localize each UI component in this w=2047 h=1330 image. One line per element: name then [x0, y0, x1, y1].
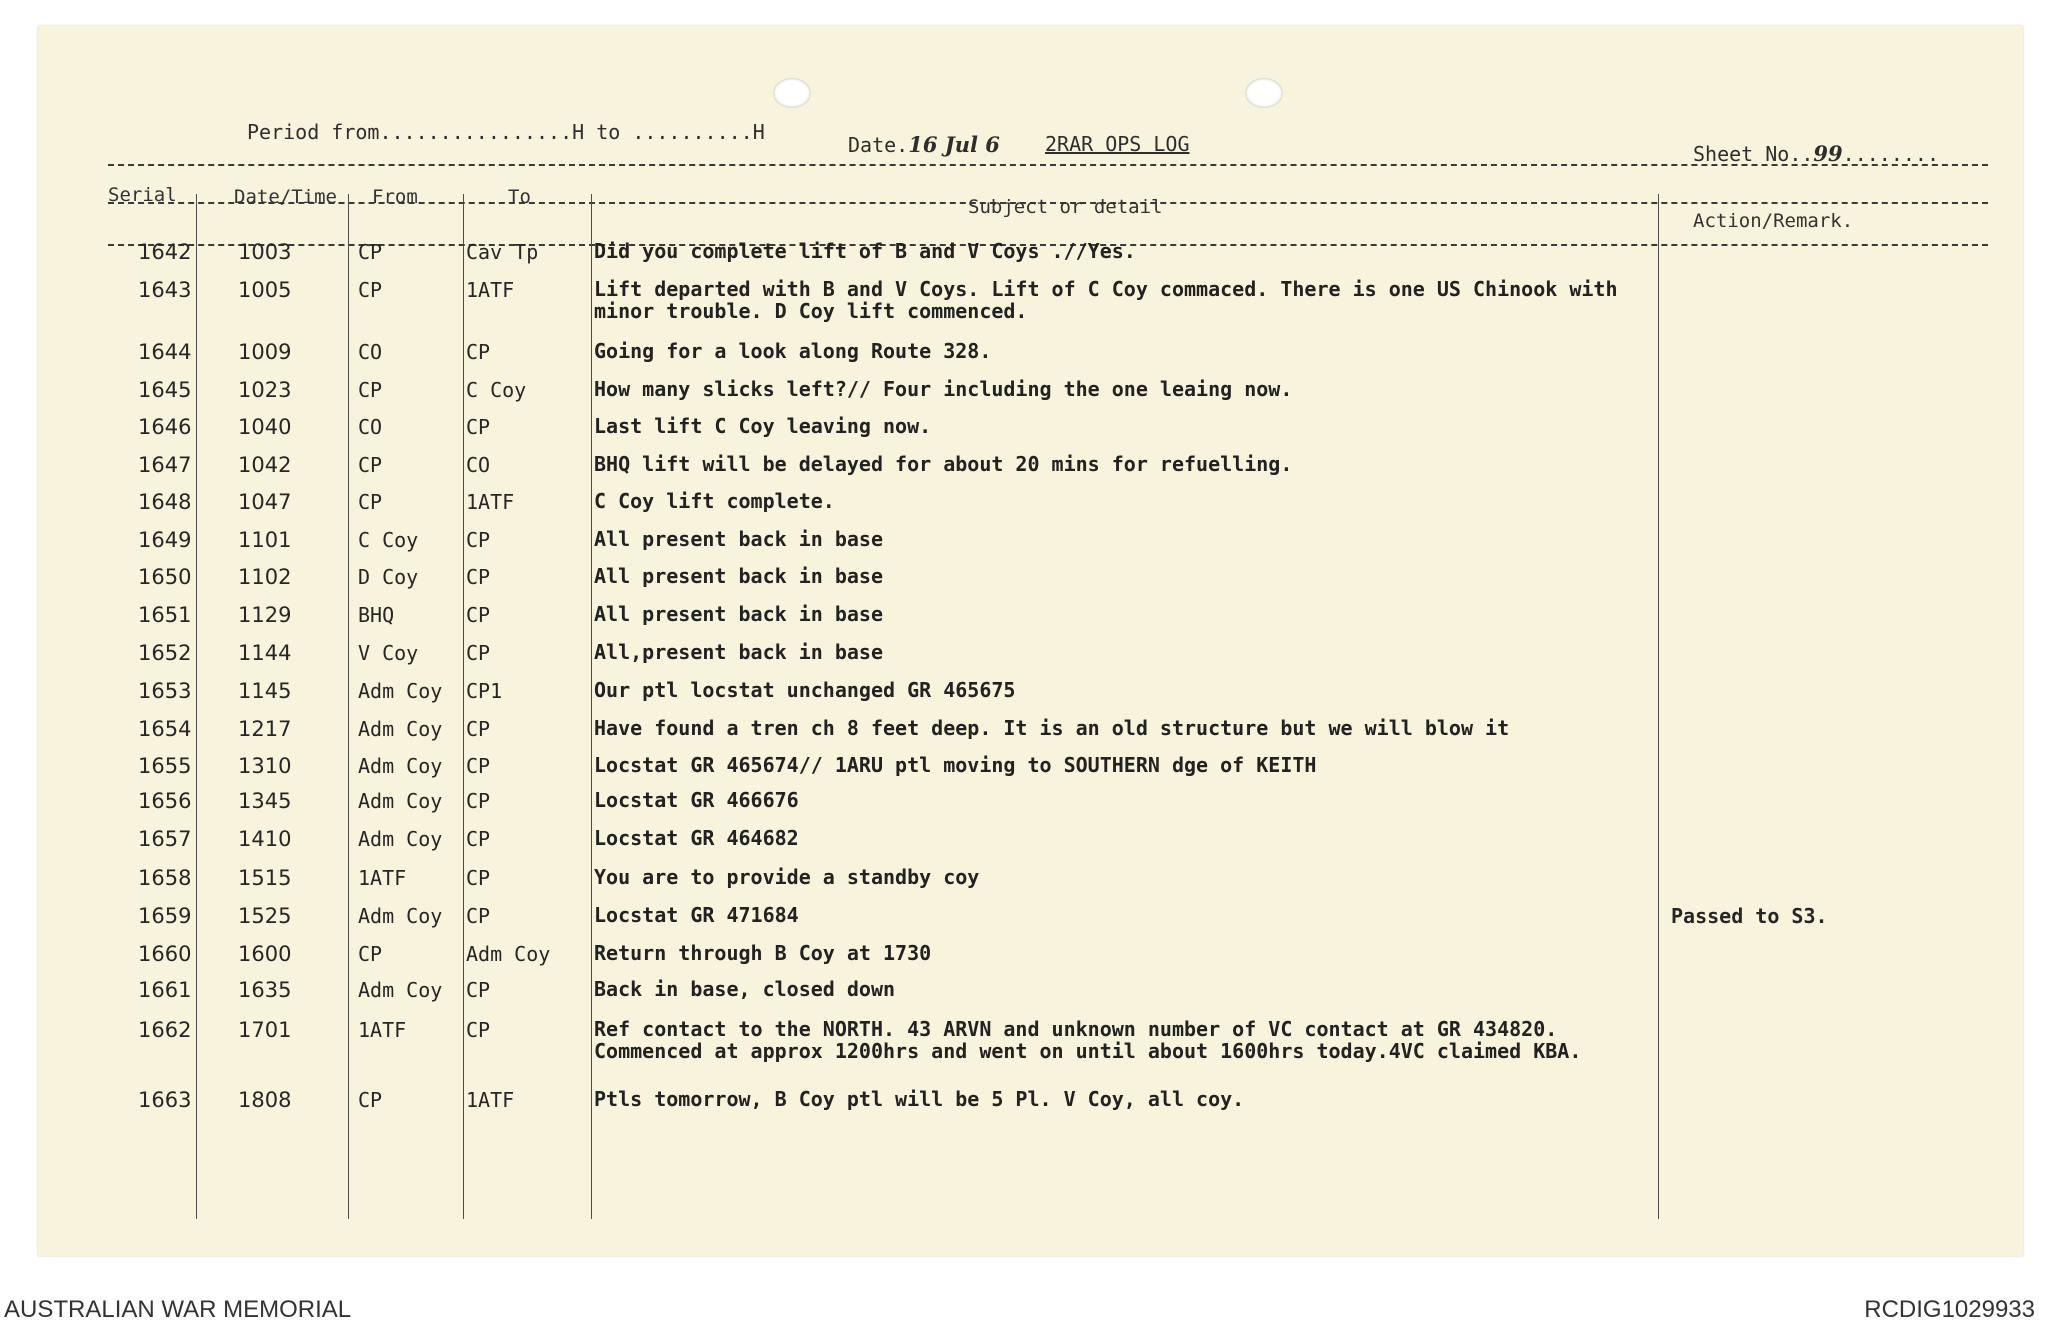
entry-detail-line: All present back in base	[594, 527, 883, 551]
entry-to: Cav Tp	[466, 240, 539, 264]
entry-detail	[594, 1088, 1244, 1110]
log-title: 2RAR OPS LOG	[1045, 132, 1190, 156]
entry-time: 1129	[238, 603, 292, 627]
entry-detail-line: All present back in base	[594, 602, 883, 626]
entry-to: CP	[466, 415, 491, 439]
entry-remark: Passed to S3.	[1671, 904, 1828, 928]
entry-detail	[594, 490, 835, 512]
entry-to: Adm Coy	[466, 942, 551, 966]
entry-from: BHQ	[358, 603, 395, 627]
entry-to: CP	[466, 565, 491, 589]
entry-detail	[594, 603, 883, 625]
entry-serial: 1645	[138, 378, 192, 402]
entry-detail-line: All present back in base	[594, 564, 883, 588]
entry-from: CP	[358, 1088, 383, 1112]
col-action: Action/Remark.	[1693, 210, 1854, 232]
entry-detail-line: Commenced at approx 1200hrs and went on until about 1600hrs today.4VC claimed KBA.	[594, 1039, 1582, 1063]
entry-to: CP	[466, 717, 491, 741]
entry-time: 1145	[238, 679, 292, 703]
entry-detail	[594, 340, 991, 362]
entry-detail-line: Locstat GR 466676	[594, 788, 799, 812]
col-datetime: Date/Time	[234, 186, 337, 208]
entry-detail-line: All,present back in base	[594, 640, 883, 664]
entry-serial: 1643	[138, 278, 192, 302]
entry-serial: 1663	[138, 1088, 192, 1112]
entry-time: 1600	[238, 942, 292, 966]
entry-time: 1515	[238, 866, 292, 890]
col-serial: Serial	[108, 184, 177, 206]
entry-detail-line: Return through B Coy at 1730	[594, 941, 932, 965]
entry-to: CP	[466, 754, 491, 778]
entry-detail-line: You are to provide a standby coy	[594, 865, 980, 889]
entry-detail-line: Going for a look along Route 328.	[594, 339, 992, 363]
entry-serial: 1655	[138, 754, 192, 778]
entry-to: CP	[466, 603, 491, 627]
entry-detail	[594, 641, 883, 663]
entry-detail-line: Lift departed with B and V Coys. Lift of C Coy commaced. There is one US Chinook with	[594, 277, 1618, 301]
date-label: Date.	[848, 133, 909, 157]
entry-detail	[594, 942, 931, 964]
entry-serial: 1657	[138, 827, 192, 851]
entry-to: 1ATF	[466, 1088, 515, 1112]
entry-detail-line: BHQ lift will be delayed for about 20 mins for refuelling.	[594, 452, 1293, 476]
entry-from: D Coy	[358, 565, 419, 589]
col-to: To	[508, 186, 531, 208]
entry-to: CP	[466, 1018, 491, 1042]
column-divider	[463, 194, 464, 1219]
entry-detail-line: Back in base, closed down	[594, 977, 896, 1001]
entry-detail	[594, 978, 895, 1000]
entry-from: CP	[358, 453, 383, 477]
entry-time: 1101	[238, 528, 292, 552]
entry-to: CP	[466, 978, 491, 1002]
entry-detail	[594, 528, 883, 550]
entry-time: 1410	[238, 827, 292, 851]
entry-detail	[594, 240, 1136, 262]
entry-time: 1525	[238, 904, 292, 928]
entry-time: 1047	[238, 490, 292, 514]
entry-detail	[594, 789, 799, 811]
entry-time: 1005	[238, 278, 292, 302]
entry-detail-line: Did you complete lift of B and V Coys .//Yes.	[594, 239, 1136, 263]
entry-from: CO	[358, 340, 383, 364]
entry-serial: 1644	[138, 340, 192, 364]
entry-serial: 1652	[138, 641, 192, 665]
entry-serial: 1648	[138, 490, 192, 514]
date-field	[848, 132, 1000, 157]
entry-to: 1ATF	[466, 278, 515, 302]
entry-time: 1040	[238, 415, 292, 439]
entry-detail-line: minor trouble. D Coy lift commenced.	[594, 299, 1028, 323]
entry-time: 1102	[238, 565, 292, 589]
entry-to: CP	[466, 528, 491, 552]
archive-credit: AUSTRALIAN WAR MEMORIAL	[4, 1296, 352, 1323]
punch-hole	[773, 78, 811, 108]
entry-serial: 1646	[138, 415, 192, 439]
entry-from: C Coy	[358, 528, 419, 552]
record-id: RCDIG1029933	[1864, 1296, 2035, 1323]
entry-to: CP	[466, 904, 491, 928]
entry-to: 1ATF	[466, 490, 515, 514]
entry-detail	[594, 378, 1292, 400]
entry-time: 1635	[238, 978, 292, 1002]
entry-detail-line: Our ptl locstat unchanged GR 465675	[594, 678, 1016, 702]
entry-time: 1042	[238, 453, 292, 477]
entry-to: CP	[466, 789, 491, 813]
column-divider	[196, 194, 197, 1219]
date-value: 16 Jul 6	[908, 132, 1000, 157]
entry-to: CP	[466, 641, 491, 665]
entry-detail	[594, 278, 1618, 322]
entry-serial: 1642	[138, 240, 192, 264]
entry-detail	[594, 866, 979, 888]
entry-time: 1701	[238, 1018, 292, 1042]
entry-time: 1808	[238, 1088, 292, 1112]
entry-detail-line: Locstat GR 465674// 1ARU ptl moving to SOUTHERN dge of KEITH	[594, 753, 1317, 777]
entry-to: CP	[466, 866, 491, 890]
entry-serial: 1649	[138, 528, 192, 552]
entry-detail	[594, 754, 1316, 776]
entry-detail	[594, 827, 799, 849]
entry-from: V Coy	[358, 641, 419, 665]
entry-detail-line: Locstat GR 471684	[594, 903, 799, 927]
header-rule-top	[108, 164, 1988, 166]
col-subject: Subject or detail	[968, 196, 1163, 218]
period-line: Period from................H to ..........H	[247, 120, 765, 144]
sheet-value: 99	[1813, 141, 1843, 166]
entry-detail	[594, 904, 799, 926]
entry-from: Adm Coy	[358, 679, 443, 703]
entry-from: 1ATF	[358, 1018, 407, 1042]
entry-detail	[594, 565, 883, 587]
entry-from: CP	[358, 942, 383, 966]
entry-from: Adm Coy	[358, 717, 443, 741]
entry-from: CP	[358, 490, 383, 514]
entry-from: CP	[358, 278, 383, 302]
sheet-dots: ........	[1842, 142, 1939, 166]
entry-serial: 1650	[138, 565, 192, 589]
sheet-label: Sheet No..	[1693, 142, 1814, 166]
column-divider	[348, 194, 349, 1219]
entry-time: 1217	[238, 717, 292, 741]
entry-time: 1310	[238, 754, 292, 778]
entry-to: CO	[466, 453, 491, 477]
entry-serial: 1654	[138, 717, 192, 741]
entry-to: CP	[466, 827, 491, 851]
entry-serial: 1653	[138, 679, 192, 703]
entry-detail-line: Locstat GR 464682	[594, 826, 799, 850]
entry-serial: 1656	[138, 789, 192, 813]
entry-from: Adm Coy	[358, 827, 443, 851]
entry-to: CP	[466, 340, 491, 364]
entry-detail	[594, 1018, 1581, 1062]
entry-time: 1345	[238, 789, 292, 813]
entry-from: CP	[358, 378, 383, 402]
entry-from: CP	[358, 240, 383, 264]
entry-from: CO	[358, 415, 383, 439]
column-divider	[591, 194, 592, 1219]
entry-serial: 1651	[138, 603, 192, 627]
column-divider	[1658, 194, 1659, 1219]
entry-serial: 1662	[138, 1018, 192, 1042]
entry-detail	[594, 679, 1015, 701]
sheet-number	[1693, 141, 1939, 166]
entry-detail-line: Last lift C Coy leaving now.	[594, 414, 932, 438]
log-sheet	[38, 26, 2023, 1256]
entry-serial: 1647	[138, 453, 192, 477]
entry-from: 1ATF	[358, 866, 407, 890]
entry-detail-line: C Coy lift complete.	[594, 489, 835, 513]
entry-to: CP1	[466, 679, 503, 703]
entry-serial: 1659	[138, 904, 192, 928]
entry-time: 1144	[238, 641, 292, 665]
entry-time: 1023	[238, 378, 292, 402]
entry-from: Adm Coy	[358, 978, 443, 1002]
entry-detail	[594, 717, 1509, 739]
entry-time: 1009	[238, 340, 292, 364]
entry-to: C Coy	[466, 378, 527, 402]
entry-serial: 1661	[138, 978, 192, 1002]
col-from: From	[372, 186, 418, 208]
entry-serial: 1658	[138, 866, 192, 890]
entry-detail-line: Ref contact to the NORTH. 43 ARVN and unknown number of VC contact at GR 434820.	[594, 1017, 1558, 1041]
entry-detail-line: How many slicks left?// Four including the one leaing now.	[594, 377, 1293, 401]
entry-detail	[594, 453, 1292, 475]
entry-detail-line: Have found a tren ch 8 feet deep. It is an old structure but we will blow it	[594, 716, 1510, 740]
entry-from: Adm Coy	[358, 904, 443, 928]
punch-hole	[1245, 78, 1283, 108]
entry-detail	[594, 415, 931, 437]
entry-time: 1003	[238, 240, 292, 264]
entry-from: Adm Coy	[358, 754, 443, 778]
entry-serial: 1660	[138, 942, 192, 966]
entry-from: Adm Coy	[358, 789, 443, 813]
entry-detail-line: Ptls tomorrow, B Coy ptl will be 5 Pl. V Coy, all coy.	[594, 1087, 1245, 1111]
